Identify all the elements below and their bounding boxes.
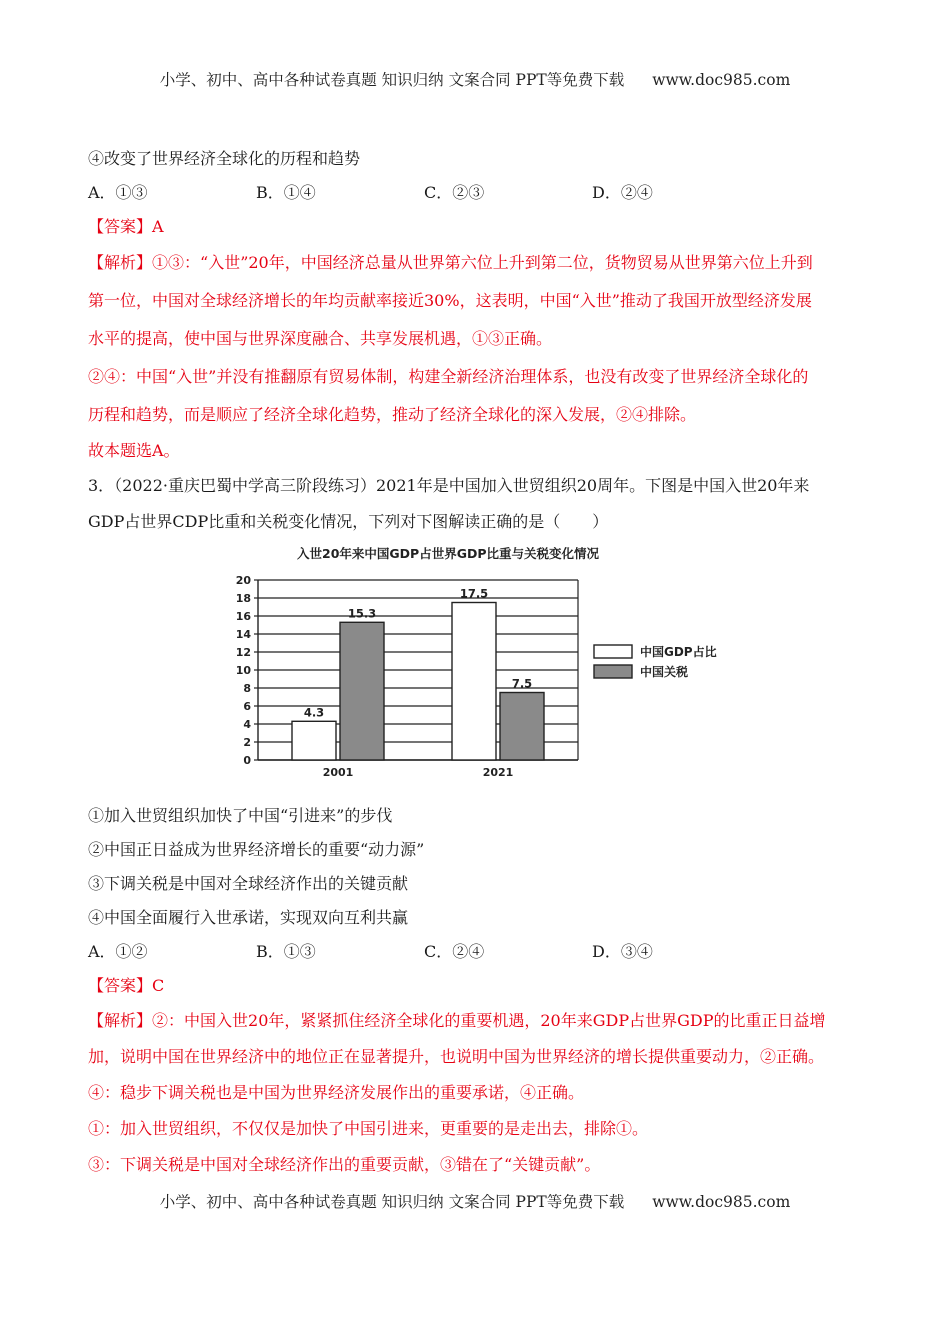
q3-item-3: ③下调关税是中国对全球经济作出的关键贡献: [88, 874, 409, 893]
q3-answer-value: C: [152, 976, 165, 995]
bar-中国关税-2021: [500, 693, 544, 761]
q3-answer-tag: 【答案】: [88, 976, 153, 995]
y-tick-label: 8: [243, 682, 251, 695]
q3-option-d: D．③④: [592, 942, 653, 961]
q3-analysis-line: ①：加入世贸组织，不仅仅是加快了中国引进来，更重要的是走出去，排除①。: [88, 1119, 649, 1138]
legend-label: 中国关税: [640, 665, 689, 679]
q2-conclusion: 故本题选A。: [88, 441, 180, 460]
q2-analysis-tag: 【解析】: [88, 253, 153, 272]
q2-analysis-line: [88, 244, 878, 282]
y-tick-label: 16: [235, 610, 251, 623]
page-footer: [0, 1190, 950, 1212]
footer-text: 小学、初中、高中各种试卷真题 知识归纳 文案合同 PPT等免费下载: [159, 1193, 625, 1211]
q3-answer: [88, 969, 878, 1003]
legend-label: 中国GDP占比: [640, 645, 717, 659]
y-tick-label: 20: [235, 574, 251, 587]
chart-container: [88, 544, 878, 799]
q2-options: [88, 176, 878, 210]
q2-analysis-line: 水平的提高，使中国与世界深度融合、共享发展机遇，①③正确。: [88, 329, 553, 348]
q3-item-1: ①加入世贸组织加快了中国“引进来”的步伐: [88, 806, 393, 825]
y-tick-label: 14: [235, 628, 251, 641]
q2-answer-value: A: [152, 217, 164, 236]
y-tick-label: 0: [243, 754, 251, 767]
q3-analysis-line: ④：稳步下调关税也是中国为世界经济发展作出的重要承诺，④正确。: [88, 1083, 585, 1102]
q2-answer: [88, 210, 878, 244]
q2-option-c: C．②③: [424, 183, 485, 202]
q3-options: [88, 935, 878, 969]
bar-chart: [226, 544, 746, 794]
q3-option-a: A．①②: [88, 942, 148, 961]
q3-option-b: B．①③: [256, 942, 316, 961]
header-text: 小学、初中、高中各种试卷真题 知识归纳 文案合同 PPT等免费下载: [159, 71, 625, 89]
q2-analysis-line: ②④：中国“入世”并没有推翻原有贸易体制，构建全新经济治理体系，也没有改变了世界经济全球化的: [88, 367, 809, 386]
y-tick-label: 18: [235, 592, 251, 605]
bar-中国GDP占比-2001: [292, 721, 336, 760]
q3-analysis-line: [88, 1003, 878, 1039]
q2-item-4: ④改变了世界经济全球化的历程和趋势: [88, 149, 361, 168]
chart-title: 入世20年来中国GDP占世界GDP比重与关税变化情况: [297, 546, 599, 561]
q3-analysis-line: 加，说明中国在世界经济中的地位正在显著提升，也说明中国为世界经济的增长提供重要动力，②正确。: [88, 1047, 825, 1066]
bar-value-label: 4.3: [303, 705, 325, 720]
y-tick-label: 6: [243, 700, 251, 713]
q2-analysis-line: 历程和趋势，而是顺应了经济全球化趋势，推动了经济全球化的深入发展，②④排除。: [88, 405, 697, 424]
q2-answer-tag: 【答案】: [88, 217, 153, 236]
q2-analysis-text: ①③：“入世”20年，中国经济总量从世界第六位上升到第二位，货物贸易从世界第六位上升到: [152, 253, 813, 272]
q2-option-a: A．①③: [88, 183, 148, 202]
q3-option-c: C．②④: [424, 942, 485, 961]
q3-item-4: ④中国全面履行入世承诺，实现双向互利共赢: [88, 908, 409, 927]
q2-analysis-line: 第一位，中国对全球经济增长的年均贡献率接近30%，这表明，中国“入世”推动了我国开放型经济发展: [88, 291, 812, 310]
q3-analysis-text: ②：中国入世20年，紧紧抓住经济全球化的重要机遇，20年来GDP占世界GDP的比重正日益增: [152, 1011, 826, 1030]
q3-stem-line-1: 3．（2022·重庆巴蜀中学高三阶段练习）2021年是中国加入世贸组织20周年。下图是中国入世20年来: [88, 476, 810, 495]
q2-option-d: D．②④: [592, 183, 653, 202]
y-tick-label: 12: [235, 646, 251, 659]
q3-analysis-line: ③：下调关税是中国对全球经济作出的重要贡献，③错在了“关键贡献”。: [88, 1155, 601, 1174]
q3-analysis-tag: 【解析】: [88, 1011, 153, 1030]
y-tick-label: 10: [235, 664, 251, 677]
y-tick-label: 4: [243, 718, 251, 731]
q3-item-2: ②中国正日益成为世界经济增长的重要“动力源”: [88, 840, 425, 859]
x-tick-label: 2001: [322, 766, 354, 779]
bar-中国关税-2001: [340, 622, 384, 760]
page-content: [88, 142, 878, 1183]
legend-swatch: [594, 665, 632, 678]
bar-value-label: 15.3: [347, 606, 377, 621]
q3-stem-line-2: GDP占世界CDP比重和关税变化情况，下列对下图解读正确的是（ ）: [88, 512, 609, 531]
footer-site: www.doc985.com: [652, 1193, 791, 1211]
bar-中国GDP占比-2021: [452, 603, 496, 761]
header-site: www.doc985.com: [652, 71, 791, 89]
bar-value-label: 17.5: [459, 586, 489, 601]
q2-option-b: B．①④: [256, 183, 316, 202]
bar-value-label: 7.5: [511, 676, 533, 691]
page-header: [0, 68, 950, 90]
x-tick-label: 2021: [482, 766, 514, 779]
y-tick-label: 2: [243, 736, 251, 749]
legend-swatch: [594, 645, 632, 658]
